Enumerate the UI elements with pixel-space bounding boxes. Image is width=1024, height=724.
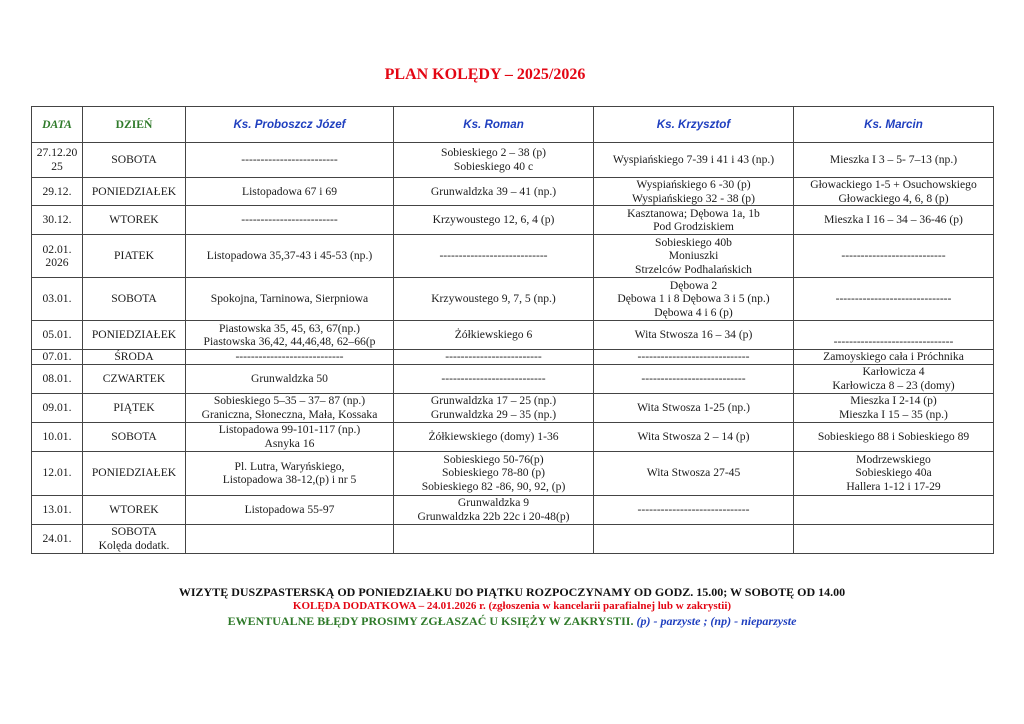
date-cell: 12.01.: [32, 451, 83, 495]
krzysztof-cell: [594, 524, 794, 553]
schedule-table: [31, 106, 994, 554]
date-cell: 03.01.: [32, 278, 83, 321]
day-cell: PONIEDZIAŁEK: [83, 451, 186, 495]
visit-hours-note: WIZYTĘ DUSZPASTERSKĄ OD PONIEDZIAŁKU DO PIĄTKU ROZPOCZYNAMY OD GODZ. 15.00; W SOBOTĘ OD 14.00: [178, 585, 846, 599]
roman-cell: Krzywoustego 12, 6, 4 (p): [394, 206, 594, 235]
roman-cell: [394, 524, 594, 553]
jozef-cell: Spokojna, Tarninowa, Sierpniowa: [186, 278, 394, 321]
marcin-cell: Mieszka I 2-14 (p) Mieszka I 15 – 35 (np.): [794, 393, 994, 422]
krzysztof-cell: ---------------------------: [594, 364, 794, 393]
day-cell: SOBOTA: [83, 143, 186, 178]
roman-cell: Krzywoustego 9, 7, 5 (np.): [394, 278, 594, 321]
jozef-cell: Listopadowa 35,37-43 i 45-53 (np.): [186, 235, 394, 278]
table-row: [32, 364, 994, 393]
table-row: [32, 524, 994, 553]
day-cell: PONIEDZIAŁEK: [83, 321, 186, 350]
date-cell: 07.01.: [32, 350, 83, 365]
jozef-cell: [186, 524, 394, 553]
marcin-cell: Mieszka I 3 – 5- 7–13 (np.): [794, 143, 994, 178]
jozef-cell: Listopadowa 67 i 69: [186, 178, 394, 206]
krzysztof-cell: Sobieskiego 40b Moniuszki Strzelców Podhalańskich: [594, 235, 794, 278]
day-cell: PIATEK: [83, 235, 186, 278]
jozef-cell: Listopadowa 55-97: [186, 495, 394, 524]
jozef-cell: -------------------------: [186, 143, 394, 178]
roman-cell: Grunwaldzka 39 – 41 (np.): [394, 178, 594, 206]
krzysztof-cell: Wyspiańskiego 7-39 i 41 i 43 (np.): [594, 143, 794, 178]
roman-cell: Sobieskiego 2 – 38 (p) Sobieskiego 40 c: [394, 143, 594, 178]
marcin-cell: [794, 495, 994, 524]
krzysztof-cell: Dębowa 2 Dębowa 1 i 8 Dębowa 3 i 5 (np.) Dębowa 4 i 6 (p): [594, 278, 794, 321]
errors-note-text: EWENTUALNE BŁĘDY PROSIMY ZGŁASZAĆ U KSIĘŻY W ZAKRYSTII.: [227, 614, 634, 628]
jozef-cell: Listopadowa 99-101-117 (np.) Asnyka 16: [186, 422, 394, 451]
marcin-cell: Modrzewskiego Sobieskiego 40a Hallera 1-12 i 17-29: [794, 451, 994, 495]
krzysztof-cell: Wyspiańskiego 6 -30 (p) Wyspiańskiego 32 - 38 (p): [594, 178, 794, 206]
header-priest-jozef: Ks. Proboszcz Józef: [186, 107, 394, 143]
marcin-cell: Zamoyskiego cała i Próchnika: [794, 350, 994, 365]
header-day: DZIEŃ: [83, 107, 186, 143]
date-cell: 30.12.: [32, 206, 83, 235]
table-row: [32, 422, 994, 451]
date-cell: 08.01.: [32, 364, 83, 393]
marcin-cell: -------------------------------: [794, 321, 994, 350]
roman-cell: ---------------------------: [394, 364, 594, 393]
jozef-cell: ----------------------------: [186, 350, 394, 365]
extra-visit-note: KOLĘDA DODATKOWA – 24.01.2026 r. (zgłoszenia w kancelarii parafialnej lub w zakrystii): [292, 600, 732, 612]
date-cell: 09.01.: [32, 393, 83, 422]
day-cell: ŚRODA: [83, 350, 186, 365]
date-cell: 24.01.: [32, 524, 83, 553]
krzysztof-cell: -----------------------------: [594, 350, 794, 365]
header-priest-krzysztof: Ks. Krzysztof: [594, 107, 794, 143]
page-title: PLAN KOLĘDY – 2025/2026: [384, 66, 586, 83]
date-cell: 05.01.: [32, 321, 83, 350]
marcin-cell: ------------------------------: [794, 278, 994, 321]
marcin-cell: [794, 524, 994, 553]
jozef-cell: Grunwaldzka 50: [186, 364, 394, 393]
day-cell: WTOREK: [83, 495, 186, 524]
krzysztof-cell: Wita Stwosza 16 – 34 (p): [594, 321, 794, 350]
errors-note: [0, 614, 1024, 629]
roman-cell: -------------------------: [394, 350, 594, 365]
date-cell: 27.12.20 25: [32, 143, 83, 178]
day-cell: SOBOTA: [83, 422, 186, 451]
date-cell: 13.01.: [32, 495, 83, 524]
table-row: [32, 235, 994, 278]
krzysztof-cell: -----------------------------: [594, 495, 794, 524]
marcin-cell: Głowackiego 1-5 + Osuchowskiego Głowackiego 4, 6, 8 (p): [794, 178, 994, 206]
roman-cell: Żółkiewskiego 6: [394, 321, 594, 350]
header-row: [32, 107, 994, 143]
table-row: [32, 495, 994, 524]
jozef-cell: Pl. Lutra, Waryńskiego, Listopadowa 38-12,(p) i nr 5: [186, 451, 394, 495]
roman-cell: Grunwaldzka 9 Grunwaldzka 22b 22c i 20-48(p): [394, 495, 594, 524]
day-cell: WTOREK: [83, 206, 186, 235]
header-priest-marcin: Ks. Marcin: [794, 107, 994, 143]
parity-legend: (p) - parzyste ; (np) - nieparzyste: [636, 614, 797, 628]
krzysztof-cell: Wita Stwosza 1-25 (np.): [594, 393, 794, 422]
header-priest-roman: Ks. Roman: [394, 107, 594, 143]
date-cell: 29.12.: [32, 178, 83, 206]
table-row: [32, 178, 994, 206]
day-cell: CZWARTEK: [83, 364, 186, 393]
date-cell: 02.01. 2026: [32, 235, 83, 278]
header-date: DATA: [32, 107, 83, 143]
roman-cell: Sobieskiego 50-76(p) Sobieskiego 78-80 (p) Sobieskiego 82 -86, 90, 92, (p): [394, 451, 594, 495]
day-cell: PIĄTEK: [83, 393, 186, 422]
table-row: [32, 451, 994, 495]
table-row: [32, 350, 994, 365]
day-cell: SOBOTA Kolęda dodatk.: [83, 524, 186, 553]
table-row: [32, 206, 994, 235]
table-row: [32, 278, 994, 321]
marcin-cell: Mieszka I 16 – 34 – 36-46 (p): [794, 206, 994, 235]
roman-cell: Grunwaldzka 17 – 25 (np.) Grunwaldzka 29 – 35 (np.): [394, 393, 594, 422]
roman-cell: ----------------------------: [394, 235, 594, 278]
date-cell: 10.01.: [32, 422, 83, 451]
table-row: [32, 393, 994, 422]
day-cell: SOBOTA: [83, 278, 186, 321]
marcin-cell: Sobieskiego 88 i Sobieskiego 89: [794, 422, 994, 451]
jozef-cell: -------------------------: [186, 206, 394, 235]
roman-cell: Żółkiewskiego (domy) 1-36: [394, 422, 594, 451]
table-row: [32, 321, 994, 350]
krzysztof-cell: Wita Stwosza 2 – 14 (p): [594, 422, 794, 451]
marcin-cell: ---------------------------: [794, 235, 994, 278]
krzysztof-cell: Wita Stwosza 27-45: [594, 451, 794, 495]
jozef-cell: Piastowska 35, 45, 63, 67(np.) Piastowska 36,42, 44,46,48, 62–66(p: [186, 321, 394, 350]
jozef-cell: Sobieskiego 5–35 – 37– 87 (np.) Graniczna, Słoneczna, Mała, Kossaka: [186, 393, 394, 422]
table-row: [32, 143, 994, 178]
marcin-cell: Karłowicza 4 Karłowicza 8 – 23 (domy): [794, 364, 994, 393]
krzysztof-cell: Kasztanowa; Dębowa 1a, 1b Pod Grodziskiem: [594, 206, 794, 235]
day-cell: PONIEDZIAŁEK: [83, 178, 186, 206]
